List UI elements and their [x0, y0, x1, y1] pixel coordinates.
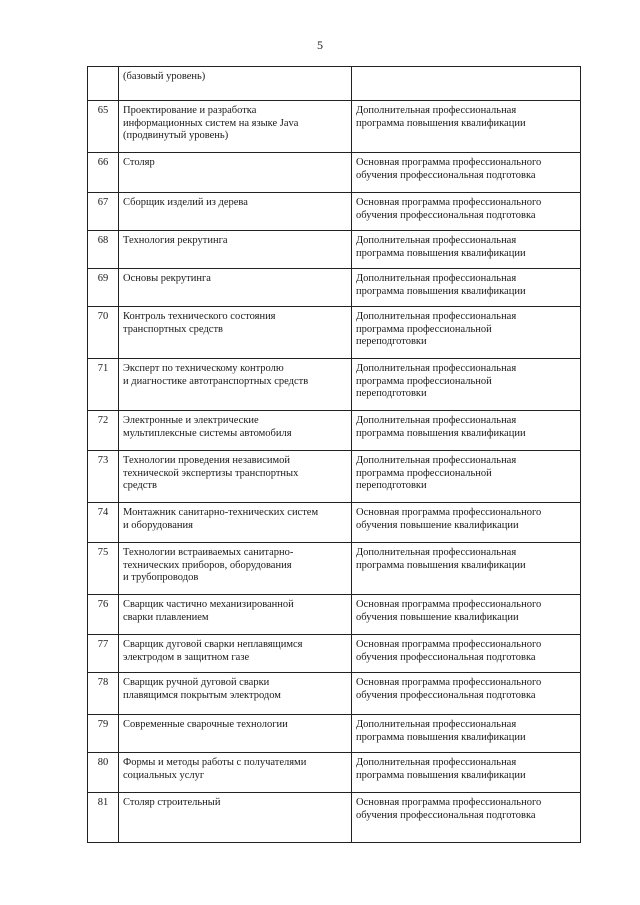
page-number: 5 — [317, 38, 323, 52]
row-number: 66 — [88, 153, 119, 193]
program-name: Контроль технического состояния транспортных средств — [119, 307, 352, 359]
table-row — [88, 753, 581, 793]
programs-table — [87, 66, 581, 843]
row-number: 70 — [88, 307, 119, 359]
table-row — [88, 451, 581, 503]
program-name: Технология рекрутинга — [119, 231, 352, 269]
program-type: Основная программа профессионального обучения повышение квалификации — [352, 503, 581, 543]
program-type: Дополнительная профессиональная программа профессиональной переподготовки — [352, 451, 581, 503]
program-name: Сварщик ручной дуговой сварки плавящимся покрытым электродом — [119, 673, 352, 715]
row-number: 69 — [88, 269, 119, 307]
row-number: 71 — [88, 359, 119, 411]
program-name: (базовый уровень) — [119, 67, 352, 101]
program-name: Эксперт по техническому контролю и диагностике автотранспортных средств — [119, 359, 352, 411]
program-name: Монтажник санитарно-технических систем и оборудования — [119, 503, 352, 543]
program-name: Основы рекрутинга — [119, 269, 352, 307]
program-name: Современные сварочные технологии — [119, 715, 352, 753]
program-name: Сварщик дуговой сварки неплавящимся электродом в защитном газе — [119, 635, 352, 673]
row-number: 72 — [88, 411, 119, 451]
program-type: Дополнительная профессиональная программа профессиональной переподготовки — [352, 359, 581, 411]
table-row — [88, 673, 581, 715]
row-number: 76 — [88, 595, 119, 635]
program-type: Дополнительная профессиональная программа повышения квалификации — [352, 411, 581, 451]
row-number: 80 — [88, 753, 119, 793]
program-name: Электронные и электрические мультиплексные системы автомобиля — [119, 411, 352, 451]
table-row — [88, 269, 581, 307]
program-name: Столяр строительный — [119, 793, 352, 843]
program-type: Основная программа профессионального обучения профессиональная подготовка — [352, 635, 581, 673]
row-number: 81 — [88, 793, 119, 843]
row-number: 79 — [88, 715, 119, 753]
program-type: Основная программа профессионального обучения профессиональная подготовка — [352, 193, 581, 231]
table-row — [88, 793, 581, 843]
program-type: Основная программа профессионального обучения профессиональная подготовка — [352, 793, 581, 843]
table-row — [88, 411, 581, 451]
program-type: Дополнительная профессиональная программа повышения квалификации — [352, 269, 581, 307]
program-name: Сборщик изделий из дерева — [119, 193, 352, 231]
table-row — [88, 543, 581, 595]
program-type: Основная программа профессионального обучения профессиональная подготовка — [352, 153, 581, 193]
table-row — [88, 67, 581, 101]
program-type: Основная программа профессионального обучения профессиональная подготовка — [352, 673, 581, 715]
program-name: Технологии проведения независимой технической экспертизы транспортных средств — [119, 451, 352, 503]
table-row — [88, 503, 581, 543]
table-row — [88, 153, 581, 193]
programs-table-body — [88, 67, 581, 843]
table-row — [88, 595, 581, 635]
table-row — [88, 101, 581, 153]
program-name: Формы и методы работы с получателями социальных услуг — [119, 753, 352, 793]
program-name: Технологии встраиваемых санитарно- технических приборов, оборудования и трубопроводов — [119, 543, 352, 595]
program-name: Проектирование и разработка информационных систем на языке Java (продвинутый уровень) — [119, 101, 352, 153]
table-row — [88, 715, 581, 753]
program-type: Дополнительная профессиональная программа повышения квалификации — [352, 231, 581, 269]
row-number: 78 — [88, 673, 119, 715]
table-row — [88, 193, 581, 231]
row-number: 67 — [88, 193, 119, 231]
program-type: Дополнительная профессиональная программа повышения квалификации — [352, 543, 581, 595]
row-number: 68 — [88, 231, 119, 269]
row-number: 65 — [88, 101, 119, 153]
program-type: Дополнительная профессиональная программа профессиональной переподготовки — [352, 307, 581, 359]
program-type: Дополнительная профессиональная программа повышения квалификации — [352, 715, 581, 753]
table-row — [88, 359, 581, 411]
row-number: 75 — [88, 543, 119, 595]
row-number: 73 — [88, 451, 119, 503]
row-number — [88, 67, 119, 101]
program-type: Дополнительная профессиональная программа повышения квалификации — [352, 101, 581, 153]
program-type — [352, 67, 581, 101]
row-number: 74 — [88, 503, 119, 543]
program-type: Дополнительная профессиональная программа повышения квалификации — [352, 753, 581, 793]
table-row — [88, 635, 581, 673]
program-name: Сварщик частично механизированной сварки плавлением — [119, 595, 352, 635]
row-number: 77 — [88, 635, 119, 673]
table-row — [88, 231, 581, 269]
program-type: Основная программа профессионального обучения повышение квалификации — [352, 595, 581, 635]
table-row — [88, 307, 581, 359]
program-name: Столяр — [119, 153, 352, 193]
